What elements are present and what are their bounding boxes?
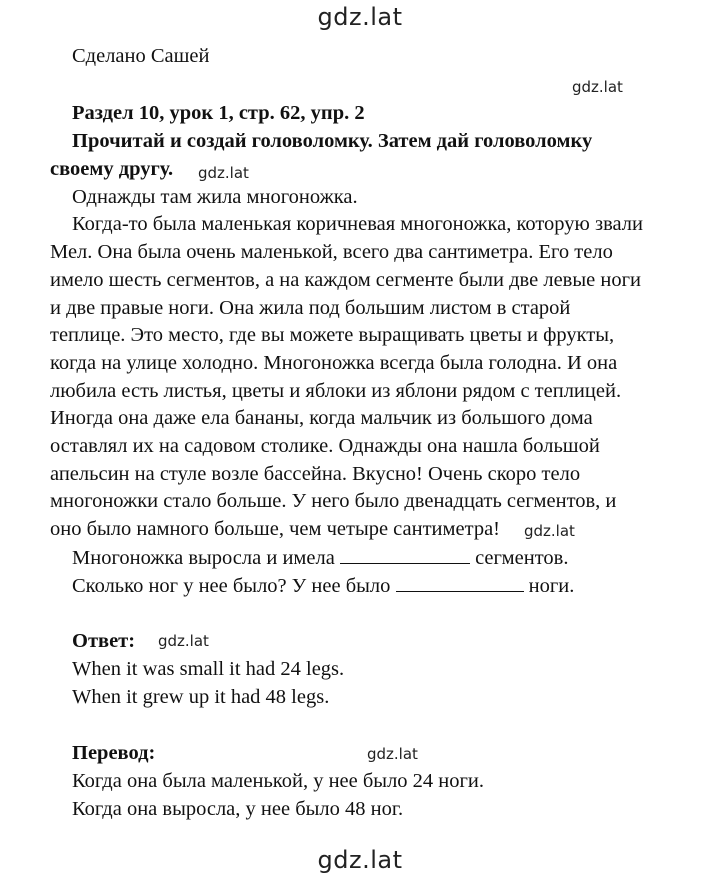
watermark-bottom: gdz.lat [317,846,403,874]
translation-line-2: Когда она выросла, у нее было 48 ног. [72,798,404,820]
story-line-11: апельсин на стуле возле бассейна. Вкусно! Очень скоро тело [50,463,581,485]
watermark-small: gdz.lat [158,632,209,650]
watermark-small: gdz.lat [572,78,623,96]
puzzle-q2-text: Сколько ног у нее было? У нее было [72,575,391,597]
story-line-2: Когда-то была маленькая коричневая многоножка, которую звали [72,213,643,235]
story-line-6: теплице. Это место, где вы можете выращивать цветы и фрукты, [50,324,615,346]
task-title-line-1: Прочитай и создай головоломку. Затем дай головоломку [72,130,593,152]
story-line-8: любила есть листья, цветы и яблоки из яблони рядом с теплицей. [50,380,622,402]
answer-line-2: When it grew up it had 48 legs. [72,686,330,708]
story-line-1: Однажды там жила многоножка. [72,186,358,208]
story-line-10: оставлял их на садовом столике. Однажды она нашла большой [50,435,600,457]
story-line-5: и две правые ноги. Она жила под большим листом в старой [50,297,571,319]
watermark-top: gdz.lat [317,3,403,31]
story-line-4: имело шесть сегментов, а на каждом сегменте были две левые ноги [50,269,641,291]
answer-line-1: When it was small it had 24 legs. [72,658,345,680]
translation-heading: Перевод: [72,742,156,764]
story-line-12: многоножки стало больше. У него было двенадцать сегментов, и [50,490,617,512]
story-line-7: когда на улице холодно. Многоножка всегда была голодна. И она [50,352,618,374]
watermark-small: gdz.lat [367,745,418,763]
translation-line-1: Когда она была маленькой, у нее было 24 ноги. [72,770,485,792]
puzzle-q1-tail: сегментов. [475,547,569,569]
puzzle-q1-text: Многоножка выросла и имела [72,547,335,569]
story-line-13: оно было намного больше, чем четыре сантиметра! [50,518,500,540]
puzzle-question-1 [72,545,568,570]
watermark-small: gdz.lat [198,164,249,182]
answer-blank-segments [340,545,470,564]
author-note: Сделано Сашей [72,45,210,67]
watermark-small: gdz.lat [524,522,575,540]
answer-heading: Ответ: [72,630,136,652]
story-line-9: Иногда она даже ела бананы, когда мальчик из большого дома [50,407,593,429]
section-heading: Раздел 10, урок 1, стр. 62, упр. 2 [72,102,365,124]
puzzle-question-2 [72,573,574,598]
answer-blank-legs [396,573,524,592]
puzzle-q2-tail: ноги. [528,575,575,597]
story-line-3: Мел. Она была очень маленькой, всего два сантиметра. Его тело [50,241,613,263]
task-title-line-2: своему другу. [50,158,174,180]
